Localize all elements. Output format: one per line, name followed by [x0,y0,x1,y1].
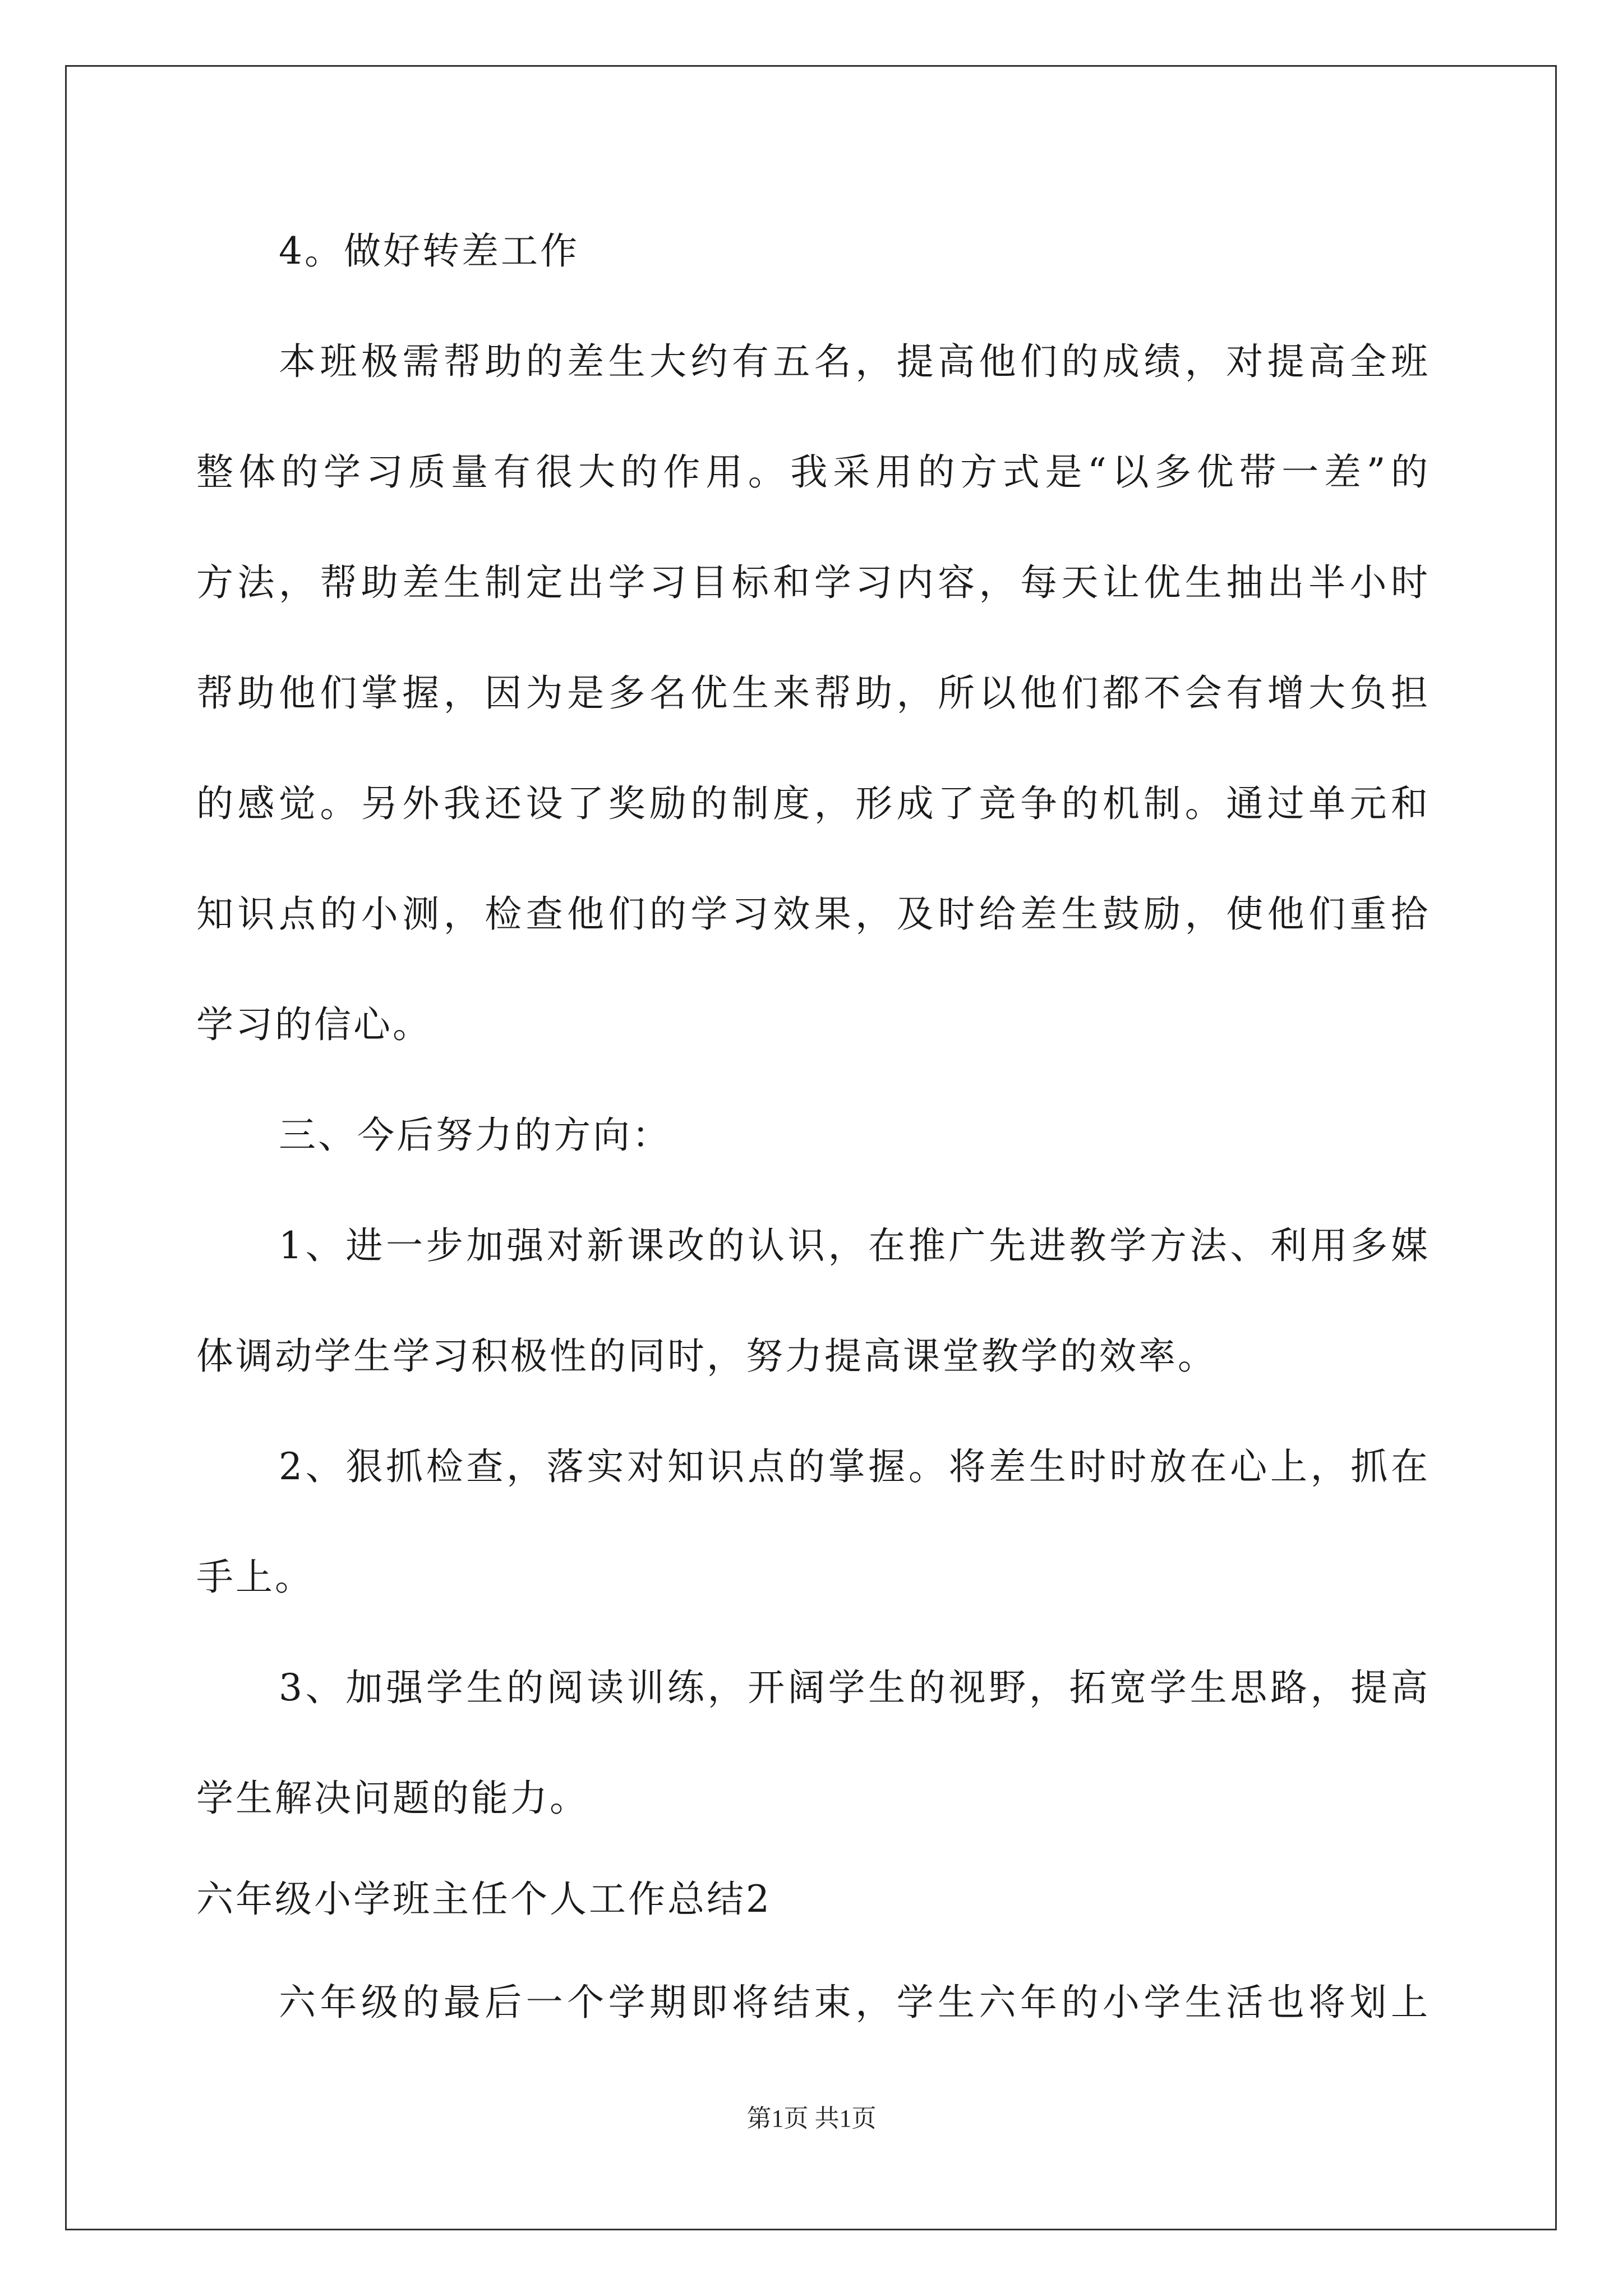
paragraph-line: 3、加强学生的阅读训练，开阔学生的视野，拓宽学生思路，提高 [279,1666,1430,1709]
section-heading-item-4: 4。做好转差工作 [279,229,579,273]
paragraph-line: 六年级的最后一个学期即将结束，学生六年的小学生活也将划上 [279,1981,1430,2024]
section-heading-future: 三、今后努力的方向： [279,1114,671,1157]
paragraph-line: 本班极需帮助的差生大约有五名，提高他们的成绩，对提高全班 [279,340,1430,383]
paragraph-line: 知识点的小测，检查他们的学习效果，及时给差生鼓励，使他们重拾 [196,892,1430,936]
paragraph-line: 方法，帮助差生制定出学习目标和学习内容，每天让优生抽出半小时 [196,561,1430,604]
paragraph-line: 手上。 [196,1556,314,1599]
paragraph-line: 学生解决问题的能力。 [196,1777,589,1820]
paragraph-line: 1、进一步加强对新课改的认识，在推广先进教学方法、利用多媒 [279,1224,1430,1267]
document-subtitle: 六年级小学班主任个人工作总结2 [196,1878,772,1921]
paragraph-line: 学习的信心。 [196,1003,432,1046]
paragraph-line: 整体的学习质量有很大的作用。我采用的方式是“以多优带一差”的 [196,450,1430,494]
paragraph-line: 体调动学生学习积极性的同时，努力提高课堂教学的效率。 [196,1335,1217,1378]
paragraph-line: 2、狠抓检查，落实对知识点的掌握。将差生时时放在心上，抓在 [279,1445,1430,1488]
paragraph-line: 帮助他们掌握，因为是多名优生来帮助，所以他们都不会有增大负担 [196,671,1430,715]
paragraph-line: 的感觉。另外我还设了奖励的制度，形成了竞争的机制。通过单元和 [196,782,1430,825]
page-number-footer: 第1页 共1页 [746,2105,877,2132]
